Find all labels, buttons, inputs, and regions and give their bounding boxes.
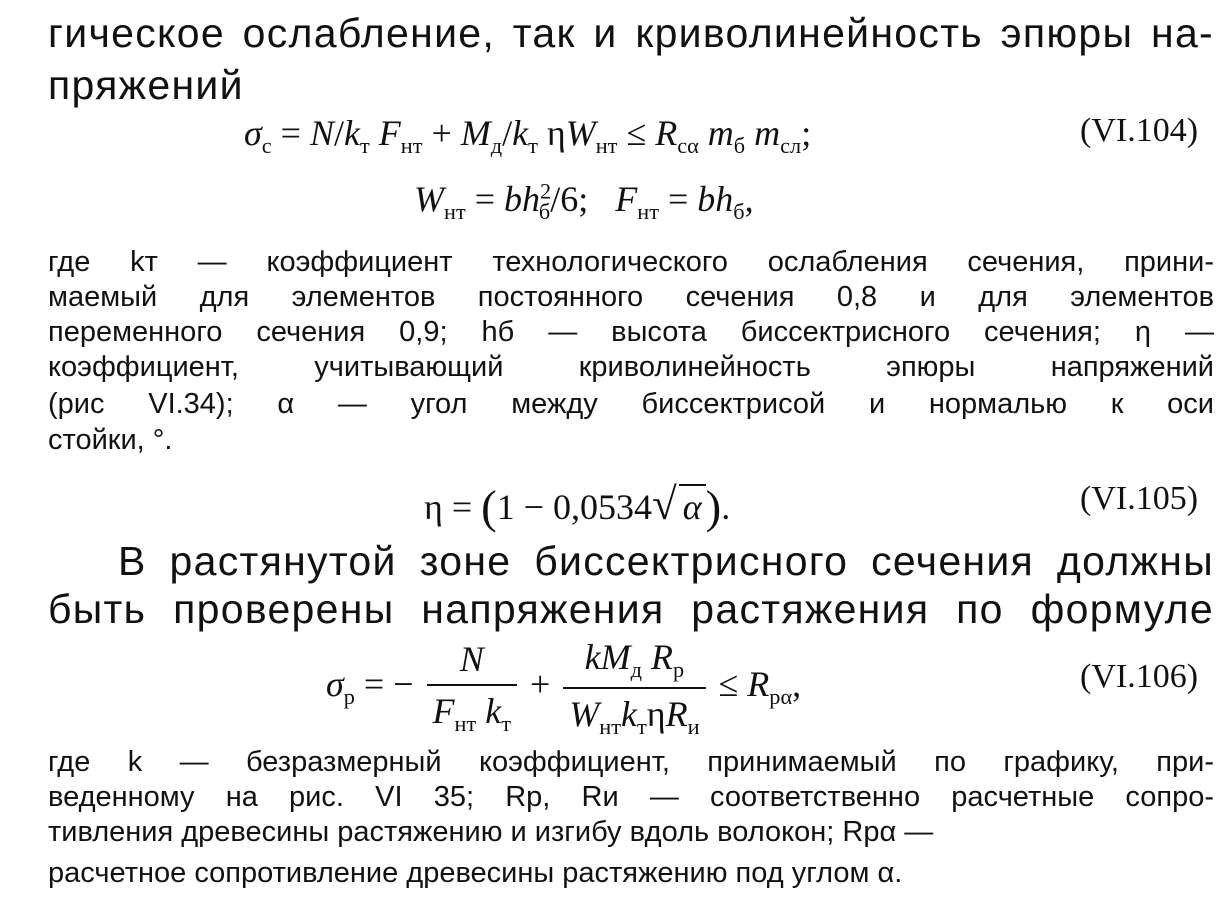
where1-line5: (рис VI.34); α — угол между биссектрисой и нормалью к оси — [48, 388, 1214, 420]
where1-line1: где kт — коэффициент технологического ослабления сечения, прини- — [48, 246, 1214, 278]
para1-line2: пряжений — [48, 62, 244, 108]
para1-line1: гическое ослабление, так и криволинейность эпюры на- — [48, 10, 1214, 56]
fraction-n-over-f: $\frac{N}{F_{нт} k_т}$ — [427, 638, 517, 737]
equation-vi-105: η = (1 − 0,0534√ α). — [424, 479, 731, 534]
where2-line4: расчетное сопротивление древесины растяжению под углом α. — [48, 857, 903, 889]
equation-vi-104: $\sigma_с = N/k_т$ $F_{нт} + M_д/k_т$ $\eta W_{нт} \le R_{с\alpha}$ $m_б$ $m_{сл}$; — [244, 113, 812, 158]
where2-line1: где k — безразмерный коэффициент, принимаемый по графику, при- — [48, 746, 1214, 778]
where1-line6: стойки, °. — [48, 424, 173, 456]
eta-coefficient: 0,0534 — [553, 487, 653, 527]
where1-line4: коэффициент, учитывающий криволинейность эпюры напряжений — [48, 351, 1214, 383]
equation-number-vi-104: (VI.104) — [1080, 112, 1199, 149]
equation-number-vi-106: (VI.106) — [1080, 658, 1199, 695]
para2-line1: В растянутой зоне биссектрисного сечения должны — [118, 538, 1214, 584]
where1-line2: маемый для элементов постоянного сечения 0,8 и для элементов — [48, 281, 1214, 313]
equation-vi-106: $\sigma_р$ = − $\frac{N}{F_{нт} k_т}$ + $\frac{kM_д R_р}{W_{нт}k_т\eta R_и}$ ≤ $R_{р\alpha}$, — [326, 637, 802, 739]
equation-number-vi-105: (VI.105) — [1080, 480, 1199, 517]
where1-line3: переменного сечения 0,9; hб — высота биссектрисного сечения; η — — [48, 316, 1214, 348]
where2-line2: веденному на рис. VI 35; Rр, Rи — соответственно расчетные сопро- — [48, 781, 1214, 813]
fraction-kmd-over-w: $\frac{kM_д R_р}{W_{нт}k_т\eta R_и}$ — [563, 636, 705, 740]
where2-line3: тивления древесины растяжению и изгибу вдоль волокон; Rрα — — [48, 816, 934, 848]
equation-section-moduli: $W_{нт} = bh^2_б/6$; $F_{нт} = bh_б$, — [414, 178, 754, 224]
para2-line2: быть проверены напряжения растяжения по формуле — [48, 586, 1214, 632]
